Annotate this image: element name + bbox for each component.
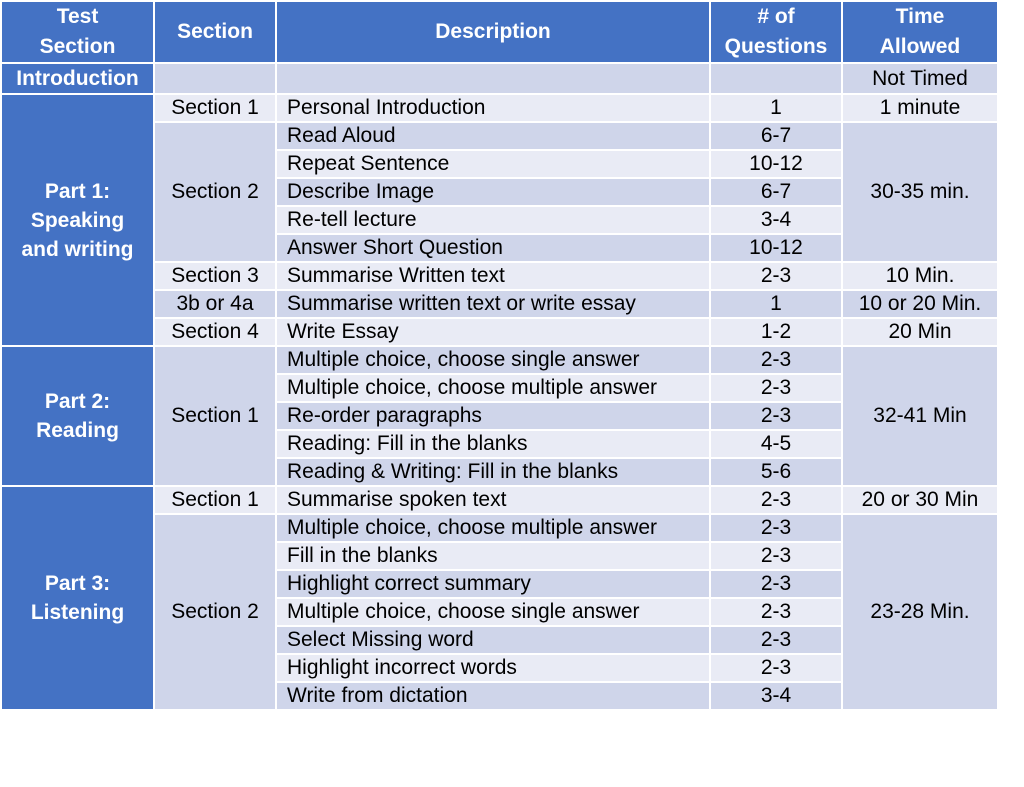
section-cell: 3b or 4a bbox=[154, 290, 276, 318]
header-questions bbox=[710, 1, 842, 63]
questions-cell: 2-3 bbox=[710, 374, 842, 402]
description-cell: Fill in the blanks bbox=[276, 542, 710, 570]
section-cell: Section 1 bbox=[154, 94, 276, 122]
part3-label-line1: Part 3: bbox=[44, 572, 111, 595]
description-cell: Select Missing word bbox=[276, 626, 710, 654]
header-time bbox=[842, 1, 998, 63]
part1-label-line1: Part 1: bbox=[44, 179, 111, 203]
time-cell: 23-28 Min. bbox=[842, 514, 998, 710]
questions-cell: 1-2 bbox=[710, 318, 842, 346]
time-cell: 10 Min. bbox=[842, 262, 998, 290]
description-cell: Highlight incorrect words bbox=[276, 654, 710, 682]
header-row bbox=[1, 1, 998, 63]
header-test-section bbox=[1, 1, 154, 63]
description-cell: Multiple choice, choose multiple answer bbox=[276, 514, 710, 542]
part2-label-line1: Part 2: bbox=[44, 390, 111, 413]
section-cell: Section 2 bbox=[154, 122, 276, 262]
description-cell: Multiple choice, choose single answer bbox=[276, 598, 710, 626]
questions-cell: 2-3 bbox=[710, 402, 842, 430]
section-cell: Section 2 bbox=[154, 514, 276, 710]
intro-description bbox=[276, 63, 710, 94]
header-test-section-line2: Section bbox=[39, 35, 116, 58]
part1-label-line3: and writing bbox=[21, 237, 134, 261]
questions-cell: 2-3 bbox=[710, 626, 842, 654]
questions-cell: 2-3 bbox=[710, 262, 842, 290]
description-cell: Re-order paragraphs bbox=[276, 402, 710, 430]
time-cell: 1 minute bbox=[842, 94, 998, 122]
section-cell: Section 3 bbox=[154, 262, 276, 290]
questions-cell: 2-3 bbox=[710, 346, 842, 374]
time-cell: 20 or 30 Min bbox=[842, 486, 998, 514]
part2-label-line2: Reading bbox=[36, 419, 119, 442]
questions-cell: 6-7 bbox=[710, 178, 842, 206]
time-cell: 20 Min bbox=[842, 318, 998, 346]
part2-label bbox=[1, 346, 154, 486]
section-cell: Section 4 bbox=[154, 318, 276, 346]
section-cell: Section 1 bbox=[154, 486, 276, 514]
questions-cell: 2-3 bbox=[710, 570, 842, 598]
questions-cell: 10-12 bbox=[710, 234, 842, 262]
section-cell: Section 1 bbox=[154, 346, 276, 486]
part1-label-line2: Speaking bbox=[30, 208, 125, 232]
description-cell: Write from dictation bbox=[276, 682, 710, 710]
description-cell: Repeat Sentence bbox=[276, 150, 710, 178]
questions-cell: 1 bbox=[710, 94, 842, 122]
description-cell: Multiple choice, choose single answer bbox=[276, 346, 710, 374]
header-time-line1: Time bbox=[895, 5, 945, 28]
part1-label bbox=[1, 94, 154, 346]
questions-cell: 2-3 bbox=[710, 654, 842, 682]
description-cell: Reading & Writing: Fill in the blanks bbox=[276, 458, 710, 486]
header-test-section-line1: Test bbox=[56, 5, 99, 28]
questions-cell: 2-3 bbox=[710, 542, 842, 570]
description-cell: Write Essay bbox=[276, 318, 710, 346]
header-questions-line2: Questions bbox=[724, 35, 828, 58]
description-cell: Summarise spoken text bbox=[276, 486, 710, 514]
questions-cell: 4-5 bbox=[710, 430, 842, 458]
intro-label: Introduction bbox=[1, 63, 154, 94]
time-cell: 10 or 20 Min. bbox=[842, 290, 998, 318]
intro-time: Not Timed bbox=[842, 63, 998, 94]
questions-cell: 3-4 bbox=[710, 682, 842, 710]
header-section: Section bbox=[154, 1, 276, 63]
questions-cell: 6-7 bbox=[710, 122, 842, 150]
description-cell: Highlight correct summary bbox=[276, 570, 710, 598]
table-row bbox=[1, 346, 998, 374]
description-cell: Read Aloud bbox=[276, 122, 710, 150]
description-cell: Describe Image bbox=[276, 178, 710, 206]
description-cell: Answer Short Question bbox=[276, 234, 710, 262]
description-cell: Summarise written text or write essay bbox=[276, 290, 710, 318]
questions-cell: 1 bbox=[710, 290, 842, 318]
questions-cell: 2-3 bbox=[710, 598, 842, 626]
questions-cell: 2-3 bbox=[710, 486, 842, 514]
header-description: Description bbox=[276, 1, 710, 63]
description-cell: Personal Introduction bbox=[276, 94, 710, 122]
questions-cell: 2-3 bbox=[710, 514, 842, 542]
intro-row bbox=[1, 63, 998, 94]
table-row bbox=[1, 486, 998, 514]
intro-section bbox=[154, 63, 276, 94]
questions-cell: 5-6 bbox=[710, 458, 842, 486]
description-cell: Summarise Written text bbox=[276, 262, 710, 290]
part3-label-line2: Listening bbox=[30, 601, 125, 624]
intro-questions bbox=[710, 63, 842, 94]
description-cell: Multiple choice, choose multiple answer bbox=[276, 374, 710, 402]
questions-cell: 10-12 bbox=[710, 150, 842, 178]
description-cell: Reading: Fill in the blanks bbox=[276, 430, 710, 458]
header-time-line2: Allowed bbox=[879, 35, 961, 58]
header-questions-line1: # of bbox=[757, 5, 795, 28]
time-cell: 30-35 min. bbox=[842, 122, 998, 262]
table-row bbox=[1, 94, 998, 122]
description-cell: Re-tell lecture bbox=[276, 206, 710, 234]
questions-cell: 3-4 bbox=[710, 206, 842, 234]
part3-label bbox=[1, 486, 154, 710]
time-cell: 32-41 Min bbox=[842, 346, 998, 486]
